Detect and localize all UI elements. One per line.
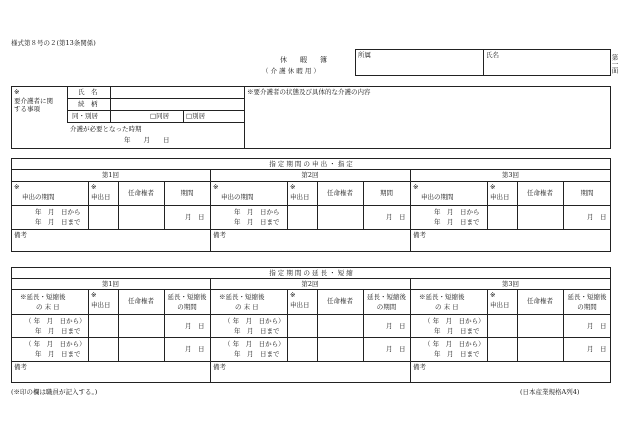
date-to: 年 月 日まで [35, 218, 81, 226]
appointer-label: 任命権者 [128, 189, 154, 197]
size-note: (日本産業規格A列4) [520, 388, 580, 396]
ext-period-label-2: の期間 [376, 303, 397, 311]
ext-date-from: （ 年 月 日から） [424, 317, 485, 325]
ext-remarks-label: 備考 [413, 363, 426, 371]
dept-label: 所属 [358, 51, 371, 59]
designation-mark: ※ [213, 183, 219, 191]
ext-period-label-2: の期間 [177, 303, 197, 311]
care-state-label: ※要介護者の状態及び具体的な介護の内容 [247, 88, 371, 96]
page-title: 休 暇 簿 [280, 56, 330, 64]
ext-date-to: 年 月 日まで [234, 327, 280, 335]
designation-mark: ※ [290, 183, 296, 191]
cared-mark: ※ [14, 88, 20, 96]
ext-date-from: （ 年 月 日から） [25, 317, 86, 325]
ext-period-md: 月 日 [587, 345, 607, 353]
ext-end-label: ※延長・短縮後 [419, 293, 465, 301]
appointer-label: 任命権者 [527, 189, 553, 197]
extension-col-2: 第2回 [301, 280, 319, 288]
extension-title: 指 定 期 間 の 延 長 ・ 短 縮 [269, 269, 353, 277]
ext-request-date-label: 申出日 [290, 301, 310, 309]
extension-col-1: 第1回 [101, 280, 120, 288]
ext-date-from: （ 年 月 日から） [224, 340, 285, 348]
period-md: 月 日 [587, 213, 607, 221]
request-date-label: 申出日 [91, 193, 111, 201]
date-to: 年 月 日まで [234, 218, 280, 226]
date-from: 年 月 日から [434, 208, 480, 216]
cared-name-label: 氏 名 [78, 88, 98, 96]
cohabit-option-separate[interactable]: □別居 [186, 112, 206, 120]
side-label: 第一面 [610, 54, 619, 74]
ext-mark: ※ [91, 291, 97, 299]
request-date-label: 申出日 [290, 193, 310, 201]
designation-mark: ※ [490, 183, 496, 191]
form-number: 様式第８号の２(第13条関係) [11, 39, 96, 47]
ext-period-md: 月 日 [386, 322, 406, 330]
request-period-label: 申出の期間 [421, 193, 454, 201]
period-md: 月 日 [185, 213, 205, 221]
footnote: (※印の欄は職員が記入する。) [11, 388, 98, 396]
ext-date-from: （ 年 月 日から） [224, 317, 285, 325]
care-need-date: 年 月 日 [124, 136, 170, 144]
ext-request-date-label: 申出日 [91, 301, 111, 309]
extension-col-3: 第3回 [501, 280, 520, 288]
care-need-time-label: 介護が必要となった時期 [70, 125, 142, 133]
ext-period-md: 月 日 [386, 345, 406, 353]
ext-period-label-2: の期間 [577, 303, 597, 311]
ext-date-from: （ 年 月 日から） [424, 340, 485, 348]
name-label: 氏名 [486, 51, 499, 59]
ext-end-label: ※延長・短縮後 [219, 293, 265, 301]
ext-end-label: ※延長・短縮後 [20, 293, 66, 301]
period-label: 期間 [180, 189, 194, 197]
remarks-label: 備考 [14, 231, 27, 239]
designation-mark: ※ [413, 183, 419, 191]
ext-end-label-2: の 末 日 [235, 303, 259, 311]
ext-period-md: 月 日 [587, 322, 607, 330]
ext-end-label-2: の 末 日 [435, 303, 459, 311]
ext-period-label: 延長・短縮後 [367, 293, 406, 301]
ext-date-to: 年 月 日まで [35, 350, 81, 358]
designation-col-2: 第2回 [301, 171, 319, 179]
ext-mark: ※ [290, 291, 296, 299]
ext-appointer-label: 任命権者 [128, 297, 154, 305]
designation-title: 指 定 期 間 の 申 出 ・ 指 定 [269, 160, 353, 168]
ext-date-to: 年 月 日まで [35, 327, 81, 335]
ext-period-md: 月 日 [185, 345, 205, 353]
appointer-label: 任命権者 [327, 189, 353, 197]
ext-date-to: 年 月 日まで [434, 327, 480, 335]
ext-period-label: 延長・短縮後 [567, 293, 607, 301]
designation-col-3: 第3回 [501, 171, 520, 179]
request-period-label: 申出の期間 [22, 193, 55, 201]
designation-mark: ※ [91, 183, 97, 191]
designation-mark: ※ [14, 183, 20, 191]
request-date-label: 申出日 [490, 193, 510, 201]
ext-remarks-label: 備考 [213, 363, 226, 371]
designation-col-1: 第1回 [101, 171, 120, 179]
remarks-label: 備考 [413, 231, 426, 239]
cared-heading-1: 要介護者に関 [14, 97, 53, 105]
ext-appointer-label: 任命権者 [527, 297, 553, 305]
date-from: 年 月 日から [35, 208, 81, 216]
page-subtitle: （ 介 護 休 暇 用 ） [262, 67, 320, 75]
ext-end-label-2: の 末 日 [36, 303, 60, 311]
cared-heading-2: する事項 [14, 105, 40, 113]
cohabit-option-together[interactable]: □同居 [150, 112, 170, 120]
period-label: 期間 [580, 189, 594, 197]
ext-remarks-label: 備考 [14, 363, 27, 371]
cared-cohabit-label: 同・別居 [72, 112, 98, 120]
period-label: 期間 [380, 189, 393, 197]
ext-date-to: 年 月 日まで [234, 350, 280, 358]
ext-request-date-label: 申出日 [490, 301, 510, 309]
ext-date-from: （ 年 月 日から） [25, 340, 86, 348]
remarks-label: 備考 [213, 231, 226, 239]
date-from: 年 月 日から [234, 208, 280, 216]
ext-period-md: 月 日 [185, 322, 205, 330]
ext-period-label: 延長・短縮後 [167, 293, 207, 301]
cared-relation-label: 続 柄 [78, 100, 98, 108]
ext-mark: ※ [490, 291, 496, 299]
date-to: 年 月 日まで [434, 218, 480, 226]
period-md: 月 日 [386, 213, 406, 221]
ext-appointer-label: 任命権者 [327, 297, 353, 305]
request-period-label: 申出の期間 [221, 193, 254, 201]
ext-date-to: 年 月 日まで [434, 350, 480, 358]
